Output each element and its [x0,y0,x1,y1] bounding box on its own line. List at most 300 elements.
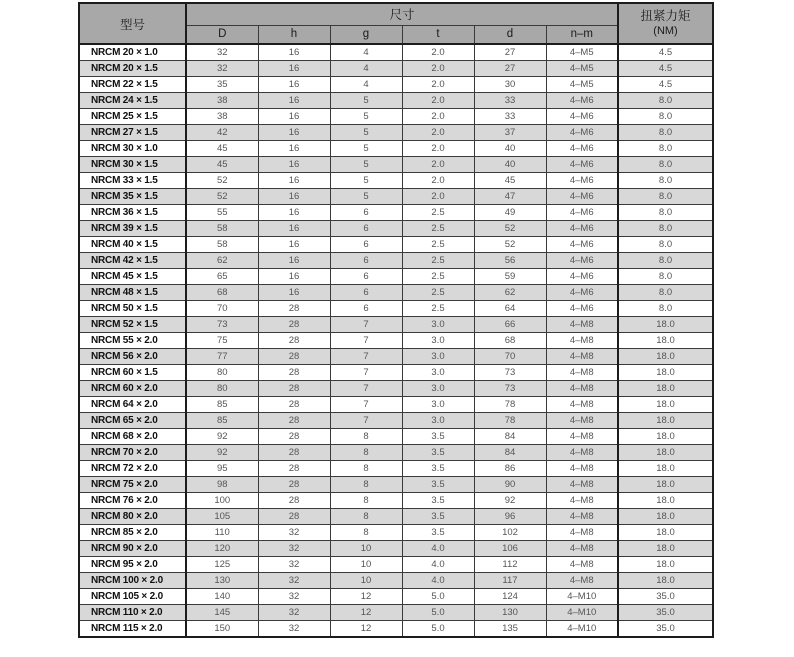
table-row [79,125,713,141]
value-cell: 5 [330,125,402,141]
value-cell: 6 [330,253,402,269]
torque-cell: 18.0 [618,333,713,349]
table-row [79,285,713,301]
value-cell: 2.5 [402,301,474,317]
value-cell: 84 [474,429,546,445]
value-cell: 38 [186,93,258,109]
value-cell: 28 [258,381,330,397]
value-cell: 73 [186,317,258,333]
table-row [79,93,713,109]
value-cell: 45 [186,141,258,157]
table-row [79,397,713,413]
model-cell: NRCM 65 × 2.0 [79,413,186,429]
value-cell: 95 [186,461,258,477]
torque-cell: 35.0 [618,589,713,605]
value-cell: 28 [258,477,330,493]
value-cell: 4.0 [402,557,474,573]
value-cell: 2.0 [402,61,474,77]
spec-table [78,2,714,638]
value-cell: 110 [186,525,258,541]
value-cell: 80 [186,365,258,381]
torque-cell: 8.0 [618,157,713,173]
table-row [79,44,713,61]
value-cell: 117 [474,573,546,589]
value-cell: 106 [474,541,546,557]
value-cell: 58 [186,221,258,237]
value-cell: 32 [258,573,330,589]
torque-cell: 18.0 [618,413,713,429]
table-row [79,205,713,221]
value-cell: 2.0 [402,189,474,205]
table-row [79,221,713,237]
torque-cell: 8.0 [618,173,713,189]
value-cell: 2.0 [402,125,474,141]
header-row-groups [79,3,713,25]
value-cell: 7 [330,365,402,381]
value-cell: 27 [474,44,546,61]
model-cell: NRCM 95 × 2.0 [79,557,186,573]
value-cell: 4–M8 [546,365,618,381]
model-cell: NRCM 60 × 1.5 [79,365,186,381]
header-torque [618,3,713,44]
value-cell: 5.0 [402,605,474,621]
value-cell: 7 [330,349,402,365]
table-body [79,44,713,637]
model-cell: NRCM 20 × 1.0 [79,44,186,61]
value-cell: 2.0 [402,77,474,93]
value-cell: 70 [474,349,546,365]
model-cell: NRCM 40 × 1.5 [79,237,186,253]
value-cell: 28 [258,445,330,461]
torque-cell: 18.0 [618,429,713,445]
value-cell: 4 [330,61,402,77]
header-torque-unit: (NM) [653,25,678,38]
model-cell: NRCM 50 × 1.5 [79,301,186,317]
value-cell: 4–M8 [546,541,618,557]
model-cell: NRCM 55 × 2.0 [79,333,186,349]
torque-cell: 8.0 [618,93,713,109]
value-cell: 8 [330,493,402,509]
value-cell: 5 [330,109,402,125]
value-cell: 32 [258,621,330,638]
value-cell: 62 [474,285,546,301]
model-cell: NRCM 105 × 2.0 [79,589,186,605]
table-row [79,333,713,349]
model-cell: NRCM 115 × 2.0 [79,621,186,638]
torque-cell: 18.0 [618,509,713,525]
model-cell: NRCM 22 × 1.5 [79,77,186,93]
value-cell: 4–M8 [546,429,618,445]
value-cell: 6 [330,269,402,285]
value-cell: 2.0 [402,141,474,157]
value-cell: 28 [258,461,330,477]
model-cell: NRCM 27 × 1.5 [79,125,186,141]
value-cell: 6 [330,221,402,237]
value-cell: 55 [186,205,258,221]
value-cell: 130 [186,573,258,589]
value-cell: 3.5 [402,493,474,509]
value-cell: 125 [186,557,258,573]
value-cell: 16 [258,44,330,61]
table-row [79,605,713,621]
model-cell: NRCM 70 × 2.0 [79,445,186,461]
value-cell: 90 [474,477,546,493]
torque-cell: 8.0 [618,301,713,317]
value-cell: 28 [258,333,330,349]
torque-cell: 18.0 [618,349,713,365]
value-cell: 16 [258,77,330,93]
value-cell: 4 [330,77,402,93]
value-cell: 4–M5 [546,61,618,77]
value-cell: 4 [330,44,402,61]
value-cell: 8 [330,477,402,493]
header-size-group: 尺寸 [186,3,618,25]
value-cell: 4–M10 [546,605,618,621]
value-cell: 38 [186,109,258,125]
value-cell: 52 [474,237,546,253]
torque-cell: 4.5 [618,61,713,77]
value-cell: 124 [474,589,546,605]
value-cell: 4.0 [402,573,474,589]
header-dim-3: t [402,25,474,44]
table-row [79,589,713,605]
table-row [79,461,713,477]
torque-cell: 18.0 [618,445,713,461]
value-cell: 27 [474,61,546,77]
value-cell: 2.5 [402,221,474,237]
value-cell: 16 [258,125,330,141]
value-cell: 2.0 [402,93,474,109]
value-cell: 16 [258,93,330,109]
torque-cell: 18.0 [618,397,713,413]
value-cell: 85 [186,397,258,413]
value-cell: 68 [186,285,258,301]
model-cell: NRCM 90 × 2.0 [79,541,186,557]
value-cell: 77 [186,349,258,365]
value-cell: 16 [258,285,330,301]
value-cell: 16 [258,269,330,285]
value-cell: 16 [258,189,330,205]
model-cell: NRCM 60 × 2.0 [79,381,186,397]
value-cell: 10 [330,541,402,557]
table-row [79,541,713,557]
value-cell: 28 [258,397,330,413]
torque-cell: 35.0 [618,621,713,638]
value-cell: 16 [258,61,330,77]
value-cell: 135 [474,621,546,638]
value-cell: 4–M8 [546,397,618,413]
torque-cell: 8.0 [618,285,713,301]
value-cell: 40 [474,157,546,173]
value-cell: 3.0 [402,397,474,413]
value-cell: 3.5 [402,461,474,477]
value-cell: 150 [186,621,258,638]
value-cell: 59 [474,269,546,285]
value-cell: 70 [186,301,258,317]
value-cell: 4–M6 [546,173,618,189]
value-cell: 4–M8 [546,525,618,541]
torque-cell: 18.0 [618,493,713,509]
model-cell: NRCM 110 × 2.0 [79,605,186,621]
value-cell: 3.5 [402,445,474,461]
value-cell: 56 [474,253,546,269]
value-cell: 3.0 [402,317,474,333]
value-cell: 32 [258,557,330,573]
value-cell: 73 [474,381,546,397]
table-row [79,413,713,429]
value-cell: 92 [186,429,258,445]
model-cell: NRCM 56 × 2.0 [79,349,186,365]
table-row [79,381,713,397]
model-cell: NRCM 25 × 1.5 [79,109,186,125]
value-cell: 58 [186,237,258,253]
table-row [79,573,713,589]
value-cell: 8 [330,509,402,525]
model-cell: NRCM 80 × 2.0 [79,509,186,525]
value-cell: 32 [258,525,330,541]
value-cell: 2.5 [402,285,474,301]
value-cell: 3.5 [402,509,474,525]
header-model: 型号 [79,3,186,44]
value-cell: 16 [258,205,330,221]
value-cell: 2.0 [402,109,474,125]
table-row [79,509,713,525]
value-cell: 4–M6 [546,125,618,141]
value-cell: 28 [258,509,330,525]
value-cell: 105 [186,509,258,525]
value-cell: 140 [186,589,258,605]
value-cell: 130 [474,605,546,621]
value-cell: 4–M8 [546,477,618,493]
value-cell: 4–M6 [546,269,618,285]
table-row [79,189,713,205]
table-row [79,173,713,189]
value-cell: 32 [258,589,330,605]
value-cell: 52 [186,189,258,205]
value-cell: 4–M5 [546,44,618,61]
torque-cell: 4.5 [618,77,713,93]
value-cell: 30 [474,77,546,93]
value-cell: 35 [186,77,258,93]
value-cell: 68 [474,333,546,349]
header-dim-1: h [258,25,330,44]
value-cell: 3.5 [402,477,474,493]
value-cell: 4–M8 [546,509,618,525]
value-cell: 32 [258,605,330,621]
value-cell: 8 [330,445,402,461]
value-cell: 4–M8 [546,461,618,477]
value-cell: 4–M6 [546,221,618,237]
table-row [79,557,713,573]
value-cell: 28 [258,317,330,333]
value-cell: 8 [330,429,402,445]
torque-cell: 18.0 [618,541,713,557]
model-cell: NRCM 30 × 1.0 [79,141,186,157]
model-cell: NRCM 30 × 1.5 [79,157,186,173]
table-row [79,317,713,333]
torque-cell: 8.0 [618,205,713,221]
value-cell: 4–M8 [546,557,618,573]
value-cell: 78 [474,413,546,429]
value-cell: 7 [330,317,402,333]
torque-cell: 8.0 [618,125,713,141]
value-cell: 2.0 [402,44,474,61]
torque-cell: 18.0 [618,477,713,493]
value-cell: 6 [330,285,402,301]
value-cell: 4.0 [402,541,474,557]
table-row [79,237,713,253]
value-cell: 145 [186,605,258,621]
value-cell: 4–M10 [546,589,618,605]
value-cell: 4–M6 [546,285,618,301]
value-cell: 33 [474,109,546,125]
value-cell: 12 [330,589,402,605]
table-row [79,621,713,638]
value-cell: 7 [330,333,402,349]
value-cell: 28 [258,365,330,381]
value-cell: 7 [330,397,402,413]
model-cell: NRCM 100 × 2.0 [79,573,186,589]
value-cell: 4–M6 [546,93,618,109]
torque-cell: 18.0 [618,525,713,541]
value-cell: 5 [330,189,402,205]
value-cell: 66 [474,317,546,333]
model-cell: NRCM 45 × 1.5 [79,269,186,285]
value-cell: 112 [474,557,546,573]
value-cell: 5 [330,141,402,157]
value-cell: 5 [330,93,402,109]
value-cell: 52 [474,221,546,237]
value-cell: 2.0 [402,157,474,173]
value-cell: 16 [258,141,330,157]
torque-cell: 8.0 [618,109,713,125]
value-cell: 4–M8 [546,445,618,461]
value-cell: 96 [474,509,546,525]
value-cell: 28 [258,413,330,429]
model-cell: NRCM 64 × 2.0 [79,397,186,413]
value-cell: 4–M8 [546,317,618,333]
model-cell: NRCM 33 × 1.5 [79,173,186,189]
header-dim-0: D [186,25,258,44]
value-cell: 4–M6 [546,253,618,269]
table-row [79,253,713,269]
value-cell: 3.0 [402,365,474,381]
value-cell: 6 [330,205,402,221]
value-cell: 62 [186,253,258,269]
value-cell: 100 [186,493,258,509]
value-cell: 4–M8 [546,573,618,589]
table-row [79,445,713,461]
value-cell: 37 [474,125,546,141]
value-cell: 4–M6 [546,205,618,221]
value-cell: 85 [186,413,258,429]
table-row [79,269,713,285]
value-cell: 4–M5 [546,77,618,93]
table-row [79,301,713,317]
model-cell: NRCM 72 × 2.0 [79,461,186,477]
value-cell: 4–M10 [546,621,618,638]
table-row [79,525,713,541]
value-cell: 10 [330,557,402,573]
value-cell: 4–M8 [546,381,618,397]
value-cell: 6 [330,301,402,317]
value-cell: 120 [186,541,258,557]
model-cell: NRCM 39 × 1.5 [79,221,186,237]
table-row [79,141,713,157]
value-cell: 92 [474,493,546,509]
value-cell: 16 [258,221,330,237]
value-cell: 8 [330,525,402,541]
value-cell: 5 [330,157,402,173]
value-cell: 3.0 [402,381,474,397]
value-cell: 52 [186,173,258,189]
model-cell: NRCM 48 × 1.5 [79,285,186,301]
value-cell: 33 [474,93,546,109]
model-cell: NRCM 52 × 1.5 [79,317,186,333]
model-cell: NRCM 76 × 2.0 [79,493,186,509]
torque-cell: 18.0 [618,317,713,333]
header-dim-5: n–m [546,25,618,44]
value-cell: 16 [258,253,330,269]
table-row [79,365,713,381]
value-cell: 3.0 [402,333,474,349]
value-cell: 78 [474,397,546,413]
torque-cell: 8.0 [618,221,713,237]
torque-cell: 8.0 [618,253,713,269]
value-cell: 49 [474,205,546,221]
value-cell: 3.0 [402,349,474,365]
value-cell: 80 [186,381,258,397]
value-cell: 16 [258,157,330,173]
model-cell: NRCM 85 × 2.0 [79,525,186,541]
table-row [79,429,713,445]
model-cell: NRCM 42 × 1.5 [79,253,186,269]
value-cell: 4–M6 [546,141,618,157]
value-cell: 32 [186,61,258,77]
value-cell: 73 [474,365,546,381]
torque-cell: 8.0 [618,237,713,253]
value-cell: 3.0 [402,413,474,429]
value-cell: 3.5 [402,429,474,445]
value-cell: 4–M6 [546,157,618,173]
value-cell: 28 [258,301,330,317]
value-cell: 16 [258,109,330,125]
header-torque-label: 扭紧力矩 [640,9,691,24]
value-cell: 4–M6 [546,237,618,253]
torque-cell: 35.0 [618,605,713,621]
value-cell: 4–M8 [546,333,618,349]
value-cell: 5 [330,173,402,189]
value-cell: 64 [474,301,546,317]
value-cell: 32 [186,44,258,61]
table-row [79,157,713,173]
value-cell: 7 [330,413,402,429]
value-cell: 16 [258,237,330,253]
model-cell: NRCM 36 × 1.5 [79,205,186,221]
value-cell: 4–M6 [546,109,618,125]
value-cell: 10 [330,573,402,589]
value-cell: 84 [474,445,546,461]
model-cell: NRCM 68 × 2.0 [79,429,186,445]
torque-cell: 4.5 [618,44,713,61]
table-row [79,493,713,509]
value-cell: 98 [186,477,258,493]
header-dim-4: d [474,25,546,44]
value-cell: 2.5 [402,269,474,285]
table-row [79,109,713,125]
torque-cell: 18.0 [618,573,713,589]
torque-cell: 8.0 [618,269,713,285]
